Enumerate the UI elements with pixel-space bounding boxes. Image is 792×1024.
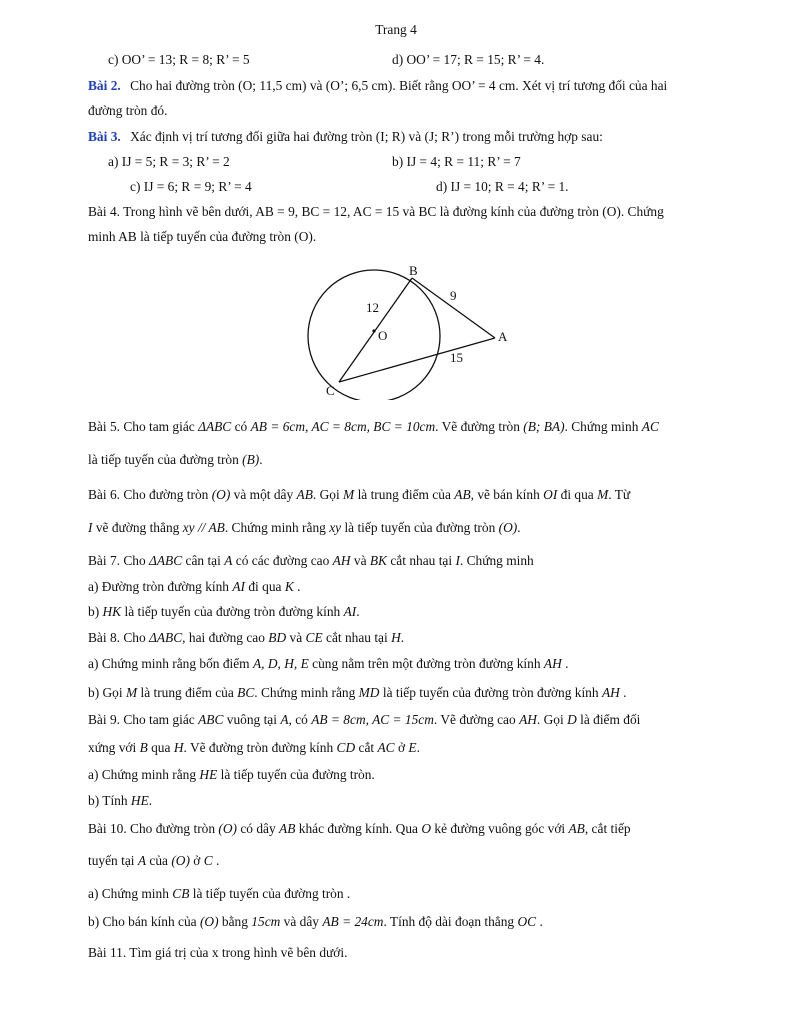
math: M bbox=[125, 685, 138, 700]
math: AB bbox=[568, 821, 585, 836]
text: có các đường cao bbox=[235, 553, 330, 568]
text: đi qua bbox=[560, 487, 594, 502]
math: BD bbox=[268, 630, 287, 645]
exercise-8-a bbox=[88, 656, 722, 672]
math: AB bbox=[296, 487, 313, 502]
text: xứng với bbox=[88, 740, 137, 755]
math: K bbox=[284, 579, 294, 594]
exercise-7-a bbox=[88, 579, 722, 595]
math: A bbox=[224, 553, 233, 568]
math: (O) bbox=[498, 520, 518, 535]
segment-bc bbox=[339, 278, 412, 382]
math: ΔABC bbox=[149, 553, 183, 568]
text: . bbox=[539, 914, 543, 929]
math: MD bbox=[358, 685, 380, 700]
math: (O) bbox=[211, 487, 231, 502]
text: . bbox=[416, 740, 420, 755]
math: CD bbox=[336, 740, 356, 755]
text: và dây bbox=[283, 914, 319, 929]
segment-ba bbox=[412, 278, 495, 338]
text: kẻ đường vuông góc với bbox=[434, 821, 566, 836]
text: a) Đường tròn đường kính bbox=[88, 579, 229, 594]
exercise-11: Bài 11. Tìm giá trị của x trong hình vẽ bên dưới. bbox=[88, 945, 348, 960]
text: và một dây bbox=[233, 487, 294, 502]
exercise-4-cont: minh AB là tiếp tuyến của đường tròn (O). bbox=[88, 229, 317, 244]
text: . Gọi bbox=[536, 712, 564, 727]
text: qua bbox=[151, 740, 171, 755]
label-b: B bbox=[409, 263, 418, 278]
text: Bài 7. Cho bbox=[88, 553, 146, 568]
math: (O) bbox=[218, 821, 237, 836]
math: E bbox=[408, 740, 417, 755]
text: . bbox=[148, 793, 153, 808]
text: cắt bbox=[358, 740, 375, 755]
text: Bài 9. Cho tam giác bbox=[88, 712, 195, 727]
text: của bbox=[149, 853, 168, 868]
text: . Chứng minh rằng bbox=[254, 685, 356, 700]
text: , cắt tiếp bbox=[584, 821, 631, 836]
text: là tiếp tuyến của đường tròn đường kính bbox=[124, 604, 341, 619]
text: Bài 5. Cho tam giác bbox=[88, 419, 195, 434]
exercise-2-cont: đường tròn đó. bbox=[88, 103, 168, 118]
label-a: A bbox=[498, 329, 508, 344]
text: là tiếp tuyến của đường tròn . bbox=[192, 886, 351, 901]
text: là điểm đối bbox=[580, 712, 641, 727]
exercise-6 bbox=[88, 487, 722, 503]
text: cân tại bbox=[185, 553, 221, 568]
text: là tiếp tuyến của đường tròn đường kính bbox=[382, 685, 599, 700]
center-o-dot bbox=[372, 329, 375, 332]
math: H bbox=[391, 630, 401, 645]
math: CE bbox=[305, 630, 323, 645]
math: (B; BA) bbox=[523, 419, 565, 434]
text: b) Gọi bbox=[88, 685, 123, 700]
text: là trung điểm của bbox=[140, 685, 234, 700]
math: 15cm bbox=[251, 914, 281, 929]
text: . Vẽ đường tròn đường kính bbox=[183, 740, 334, 755]
text: b) Tính bbox=[88, 793, 128, 808]
math: AB = 24cm bbox=[322, 914, 384, 929]
exercise-9-a bbox=[88, 767, 722, 783]
text: . Vẽ đường tròn bbox=[435, 419, 520, 434]
math: AI bbox=[232, 579, 245, 594]
label-9: 9 bbox=[450, 288, 457, 303]
text: a) Chứng minh bbox=[88, 886, 169, 901]
math: ΔABC bbox=[149, 630, 183, 645]
text: tuyến tại bbox=[88, 853, 135, 868]
math: ABC bbox=[198, 712, 224, 727]
text: . bbox=[297, 579, 301, 594]
exercise-2 bbox=[88, 78, 722, 94]
exercise-10-cont bbox=[88, 853, 722, 869]
math: AH bbox=[601, 685, 620, 700]
text: b) Cho bán kính của bbox=[88, 914, 197, 929]
text: có dây bbox=[240, 821, 276, 836]
exercise-5-cont bbox=[88, 452, 722, 468]
text: Bài 10. Cho đường tròn bbox=[88, 821, 216, 836]
exercise-9 bbox=[88, 712, 722, 728]
math: A bbox=[280, 712, 289, 727]
exercise-8 bbox=[88, 630, 722, 646]
math: A bbox=[137, 853, 147, 868]
math: CB bbox=[172, 886, 190, 901]
text: . bbox=[623, 685, 627, 700]
exercise-3-a: a) IJ = 5; R = 3; R’ = 2 bbox=[108, 154, 230, 169]
text: khác đường kính. Qua bbox=[298, 821, 418, 836]
exercise-3-c: c) IJ = 6; R = 9; R’ = 4 bbox=[130, 179, 252, 194]
text: . Chứng minh rằng bbox=[224, 520, 326, 535]
text: là trung điểm của bbox=[357, 487, 451, 502]
text: . Gọi bbox=[312, 487, 340, 502]
math: M bbox=[597, 487, 609, 502]
text: . bbox=[400, 630, 405, 645]
text: và bbox=[353, 553, 367, 568]
exercise-5 bbox=[88, 419, 722, 435]
math: D bbox=[567, 712, 577, 727]
exercise-4: Bài 4. Trong hình vẽ bên dưới, AB = 9, BC = 12, AC = 15 và BC là đường kính của đường tròn (O). Chứng bbox=[88, 204, 664, 219]
text: . Chứng minh bbox=[564, 419, 639, 434]
math: H bbox=[173, 740, 184, 755]
math: HK bbox=[102, 604, 122, 619]
page-header: Trang 4 bbox=[375, 22, 417, 37]
math: AH bbox=[519, 712, 537, 727]
math: HE bbox=[199, 767, 218, 782]
exercise-10-a bbox=[88, 886, 722, 902]
text: . bbox=[517, 520, 521, 535]
math: O bbox=[421, 821, 432, 836]
option-c: c) OO’ = 13; R = 8; R’ = 5 bbox=[108, 52, 250, 67]
text: là tiếp tuyến của đường tròn. bbox=[220, 767, 375, 782]
text: và bbox=[289, 630, 303, 645]
math: AC bbox=[641, 419, 659, 434]
math: AH bbox=[332, 553, 351, 568]
text: cắt nhau tại bbox=[326, 630, 388, 645]
text: a) Chứng minh rằng bốn điểm bbox=[88, 656, 250, 671]
text: b) bbox=[88, 604, 100, 619]
math: AC bbox=[377, 740, 395, 755]
text: . Từ bbox=[608, 487, 631, 502]
math: BC bbox=[237, 685, 255, 700]
math: I bbox=[88, 520, 93, 535]
text: có bbox=[234, 419, 248, 434]
text: . Chứng minh bbox=[459, 553, 534, 568]
math: (O) bbox=[171, 853, 190, 868]
exercise-3-text: Xác định vị trí tương đối giữa hai đường tròn (I; R) và (J; R’) trong mỗi trường hợp sau: bbox=[130, 129, 603, 144]
text: , có bbox=[288, 712, 308, 727]
math: OC bbox=[517, 914, 537, 929]
math: AB bbox=[454, 487, 471, 502]
text: bằng bbox=[221, 914, 248, 929]
math: (O) bbox=[199, 914, 219, 929]
text: là tiếp tuyến của đường tròn bbox=[344, 520, 496, 535]
math: AB bbox=[279, 821, 296, 836]
text: ở bbox=[397, 740, 406, 755]
text: . bbox=[216, 853, 220, 868]
text: Bài 6. Cho đường tròn bbox=[88, 487, 209, 502]
label-12: 12 bbox=[366, 300, 379, 315]
text: , vẽ bán kính bbox=[470, 487, 540, 502]
exercise-4-figure bbox=[290, 258, 520, 400]
math: M bbox=[343, 487, 355, 502]
exercise-6-cont bbox=[88, 520, 722, 536]
exercise-2-label: Bài 2. bbox=[88, 78, 121, 93]
math: A, D, H, E bbox=[252, 656, 309, 671]
exercise-3-label: Bài 3. bbox=[88, 129, 121, 144]
segment-ca bbox=[339, 338, 495, 382]
text: cùng nằm trên một đường tròn đường kính bbox=[312, 656, 541, 671]
math: (B) bbox=[242, 452, 260, 467]
exercise-10-b bbox=[88, 914, 722, 930]
math: HE bbox=[130, 793, 149, 808]
label-c: C bbox=[326, 383, 335, 398]
math: OI bbox=[543, 487, 558, 502]
exercise-3-d: d) IJ = 10; R = 4; R’ = 1. bbox=[436, 179, 569, 194]
math: C bbox=[203, 853, 213, 868]
math: xy bbox=[329, 520, 342, 535]
text: . Vẽ đường cao bbox=[433, 712, 516, 727]
label-o: O bbox=[378, 328, 388, 343]
text: vẽ đường thẳng bbox=[95, 520, 180, 535]
text: vuông tại bbox=[226, 712, 277, 727]
math: AB = 6cm, AC = 8cm, BC = 10cm bbox=[250, 419, 436, 434]
text: , hai đường cao bbox=[182, 630, 265, 645]
text: Bài 8. Cho bbox=[88, 630, 146, 645]
text: a) Chứng minh rằng bbox=[88, 767, 197, 782]
math: AI bbox=[343, 604, 357, 619]
text: đi qua bbox=[248, 579, 282, 594]
math: AB = 8cm, AC = 15cm bbox=[311, 712, 434, 727]
label-15: 15 bbox=[450, 350, 463, 365]
exercise-7-b bbox=[88, 604, 722, 620]
exercise-8-b bbox=[88, 685, 722, 701]
math: B bbox=[139, 740, 148, 755]
option-d: d) OO’ = 17; R = 15; R’ = 4. bbox=[392, 52, 545, 67]
exercise-3-b: b) IJ = 4; R = 11; R’ = 7 bbox=[392, 154, 521, 169]
circle-o bbox=[308, 270, 440, 400]
math: ΔABC bbox=[198, 419, 232, 434]
text: . bbox=[259, 452, 263, 467]
exercise-7 bbox=[88, 553, 722, 569]
math: I bbox=[455, 553, 460, 568]
text: cắt nhau tại bbox=[390, 553, 453, 568]
exercise-10 bbox=[88, 821, 722, 837]
text: là tiếp tuyến của đường tròn bbox=[88, 452, 239, 467]
math: AH bbox=[543, 656, 562, 671]
math: BK bbox=[369, 553, 387, 568]
text: ở bbox=[193, 853, 201, 868]
exercise-9-cont bbox=[88, 740, 722, 756]
exercise-3 bbox=[88, 129, 722, 145]
exercise-9-b bbox=[88, 793, 722, 809]
math: xy // AB bbox=[182, 520, 225, 535]
exercise-2-text: Cho hai đường tròn (O; 11,5 cm) và (O’; 6,5 cm). Biết rằng OO’ = 4 cm. Xét vị trí tương đối của hai bbox=[130, 78, 668, 93]
text: . Tính độ dài đoạn thẳng bbox=[383, 914, 515, 929]
text: . bbox=[356, 604, 360, 619]
text: . bbox=[565, 656, 569, 671]
